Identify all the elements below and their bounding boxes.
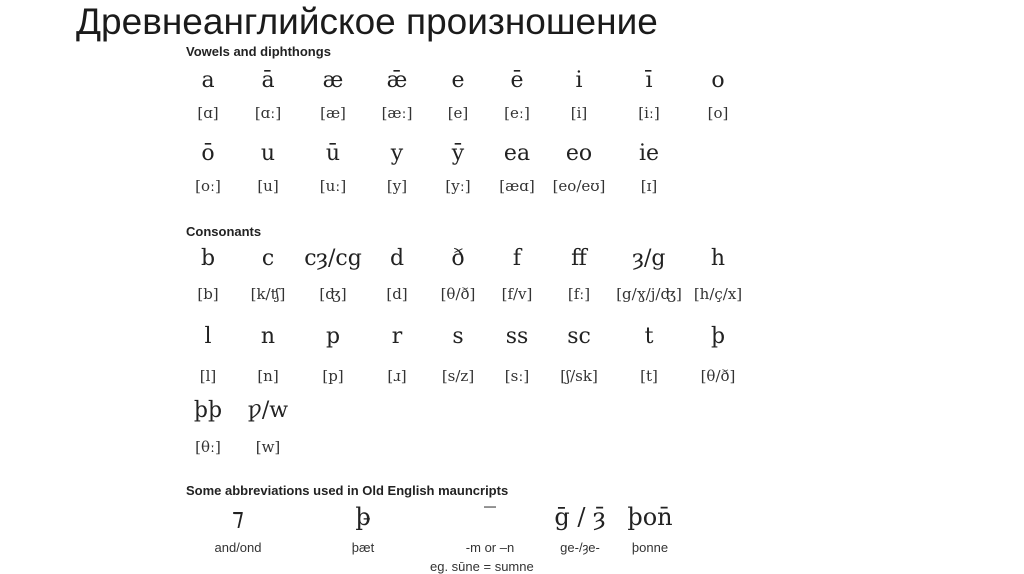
vowel-letter: ǣ bbox=[386, 68, 408, 93]
consonant-ipa: [b] bbox=[197, 285, 219, 303]
consonant-letter: n bbox=[260, 324, 276, 349]
consonant-ipa: [sː] bbox=[504, 367, 530, 385]
vowel-letter: u bbox=[260, 141, 276, 166]
consonant-letter: l bbox=[204, 324, 212, 349]
vowel-letter: ī bbox=[645, 68, 653, 93]
vowel-letter: ā bbox=[261, 68, 275, 93]
vowel-ipa: [eo/eʊ] bbox=[552, 177, 606, 195]
consonant-ipa: [w] bbox=[255, 438, 281, 456]
consonant-ipa: [s/z] bbox=[441, 367, 475, 385]
abbreviation-glyph: þon̄ bbox=[627, 503, 673, 531]
consonant-ipa: [t] bbox=[640, 367, 658, 385]
abbreviation-label: -m or –n bbox=[465, 540, 515, 555]
vowel-ipa: [yː] bbox=[445, 177, 471, 195]
consonant-ipa: [h/ç/x] bbox=[693, 285, 743, 303]
vowel-letter: a bbox=[201, 68, 215, 93]
abbreviation-label: þonne bbox=[631, 540, 669, 555]
vowel-letter: ie bbox=[638, 141, 660, 166]
consonant-ipa: [l] bbox=[199, 367, 217, 385]
consonant-letter: p bbox=[325, 324, 341, 349]
vowel-letter: i bbox=[575, 68, 583, 93]
vowel-ipa: [y] bbox=[386, 177, 408, 195]
consonant-letter: t bbox=[644, 324, 654, 349]
consonant-letter: cȝ/cg bbox=[304, 246, 362, 271]
vowel-ipa: [æ] bbox=[320, 104, 346, 122]
vowel-letter: ō bbox=[201, 141, 215, 166]
consonant-letter: h bbox=[710, 246, 726, 271]
consonant-ipa: [f/v] bbox=[501, 285, 533, 303]
consonant-ipa: [k/ʧ] bbox=[250, 285, 286, 303]
vowel-letter: ū bbox=[325, 141, 341, 166]
abbreviations-heading: Some abbreviations used in Old English mauncripts bbox=[186, 483, 509, 498]
vowel-ipa: [e] bbox=[447, 104, 469, 122]
vowel-letter: ē bbox=[510, 68, 524, 93]
vowel-ipa: [æː] bbox=[381, 104, 413, 122]
consonant-ipa: [n] bbox=[257, 367, 279, 385]
consonant-ipa: [ʃ/sk] bbox=[560, 367, 598, 385]
consonant-letter: d bbox=[389, 246, 405, 271]
vowel-ipa: [oː] bbox=[195, 177, 221, 195]
consonant-letter: ð bbox=[451, 246, 465, 271]
consonant-letter: ss bbox=[505, 324, 529, 349]
vowel-ipa: [i] bbox=[570, 104, 588, 122]
vowel-ipa: [uː] bbox=[319, 177, 347, 195]
consonant-ipa: [g/ɣ/j/ʤ] bbox=[616, 285, 682, 303]
abbreviation-label: þæt bbox=[351, 540, 375, 555]
consonants-heading: Consonants bbox=[186, 224, 262, 239]
vowel-letter: eo bbox=[565, 141, 593, 166]
consonant-letter: r bbox=[391, 324, 403, 349]
consonant-letter: s bbox=[452, 324, 464, 349]
consonant-ipa: [d] bbox=[386, 285, 408, 303]
consonant-letter: sc bbox=[567, 324, 591, 349]
abbreviation-example: eg. sūne = sumne bbox=[430, 559, 534, 574]
vowel-ipa: [ɪ] bbox=[640, 177, 658, 195]
consonant-letter: b bbox=[200, 246, 216, 271]
vowel-ipa: [eː] bbox=[504, 104, 530, 122]
vowel-letter: e bbox=[451, 68, 465, 93]
vowels-heading: Vowels and diphthongs bbox=[186, 44, 331, 59]
consonant-ipa: [θː] bbox=[195, 438, 221, 456]
consonant-ipa: [θ/ð] bbox=[700, 367, 736, 385]
consonant-letter: ȝ/g bbox=[632, 246, 666, 271]
vowel-ipa: [iː] bbox=[638, 104, 660, 122]
vowel-letter: o bbox=[711, 68, 725, 93]
vowel-ipa: [æɑ] bbox=[499, 177, 535, 195]
page-title: Древнеанглийское произношение bbox=[76, 1, 658, 42]
consonant-letter: ƿ/w bbox=[247, 398, 289, 423]
vowel-letter: æ bbox=[322, 68, 344, 93]
vowel-ipa: [o] bbox=[707, 104, 729, 122]
abbreviation-glyph: ⁊ bbox=[232, 503, 244, 531]
vowel-ipa: [u] bbox=[257, 177, 279, 195]
vowel-letter: ȳ bbox=[451, 141, 465, 166]
abbreviation-label: and/ond bbox=[214, 540, 262, 555]
vowel-letter: y bbox=[390, 141, 404, 166]
abbreviation-glyph: ḡ / ȝ̄ bbox=[554, 503, 606, 531]
consonant-ipa: [θ/ð] bbox=[440, 285, 476, 303]
consonant-ipa: [fː] bbox=[567, 285, 591, 303]
consonant-ipa: [p] bbox=[322, 367, 344, 385]
vowel-ipa: [ɑ] bbox=[197, 104, 219, 122]
consonant-letter: ff bbox=[571, 246, 587, 271]
consonant-ipa: [ɹ] bbox=[387, 367, 407, 385]
abbreviation-glyph: ‾ bbox=[484, 503, 496, 531]
abbreviation-glyph: þ̵ bbox=[355, 503, 371, 531]
consonant-letter: c bbox=[261, 246, 275, 271]
vowel-ipa: [ɑː] bbox=[254, 104, 282, 122]
consonant-letter: f bbox=[512, 246, 522, 271]
consonant-ipa: [ʤ] bbox=[319, 285, 347, 303]
consonant-letter: þ bbox=[710, 324, 726, 349]
vowel-letter: ea bbox=[503, 141, 531, 166]
consonant-letter: þþ bbox=[193, 398, 223, 423]
abbreviation-label: ge-/ȝe- bbox=[560, 540, 600, 555]
